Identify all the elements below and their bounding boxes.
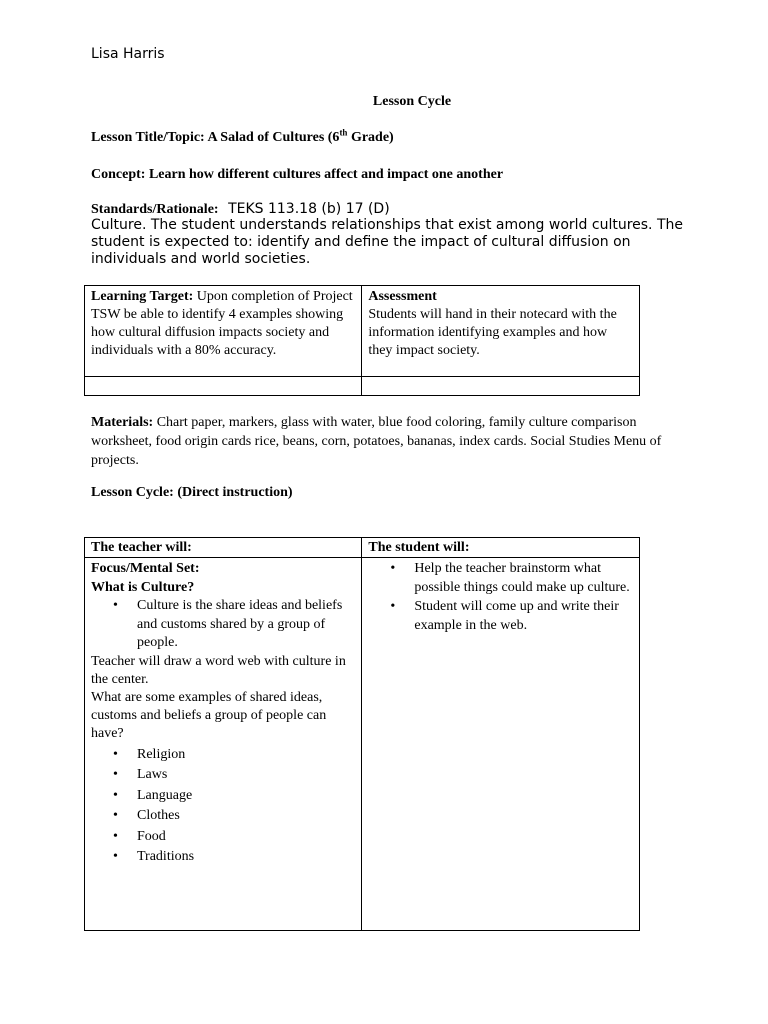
author-name: Lisa Harris bbox=[91, 46, 165, 62]
learning-target-cell bbox=[85, 286, 362, 377]
standards-body: Culture. The student understands relationships that exist among world cultures. The student is expected to: identify and define the impact of cultural diffusion on individuals and world societies. bbox=[91, 217, 683, 267]
student-item: • Help the teacher brainstorm what possible things could make up culture. bbox=[414, 560, 633, 597]
standards-line bbox=[91, 201, 390, 218]
learning-target-text: Upon completion of Project TSW be able to identify 4 examples showing how cultural diffusion impacts society and individuals with a 80% accuracy. bbox=[91, 289, 353, 358]
empty-cell bbox=[85, 377, 362, 396]
example-item: • Food bbox=[137, 827, 355, 848]
example-item: • Clothes bbox=[137, 806, 355, 827]
definition-item: • Culture is the share ideas and beliefs and customs shared by a group of people. bbox=[137, 597, 355, 653]
topic-label: Lesson Title/Topic: bbox=[91, 130, 205, 145]
topic-suffix: Grade) bbox=[347, 130, 394, 145]
focus-label: Focus/Mental Set: bbox=[91, 561, 200, 576]
materials-text: Chart paper, markers, glass with water, blue food coloring, family culture comparison worksheet, food origin cards rice, beans, corn, potatoes, bananas, index cards. Social Studies Menu of projects. bbox=[91, 415, 662, 468]
lesson-cycle-table bbox=[84, 537, 640, 931]
standards-code: TEKS 113.18 (b) 17 (D) bbox=[228, 201, 390, 217]
concept-line bbox=[91, 167, 503, 183]
materials-paragraph bbox=[91, 413, 691, 470]
assessment-text: Students will hand in their notecard with the information identifying examples and how they impact society. bbox=[368, 307, 617, 358]
student-cell bbox=[362, 558, 640, 931]
assessment-cell bbox=[362, 286, 640, 377]
example-item: • Religion bbox=[137, 745, 355, 766]
topic-value: A Salad of Cultures (6 bbox=[207, 130, 340, 145]
student-list bbox=[368, 560, 633, 635]
lesson-cycle-heading: Lesson Cycle: (Direct instruction) bbox=[91, 485, 293, 500]
learning-target-label: Learning Target: bbox=[91, 289, 194, 304]
topic-superscript: th bbox=[339, 127, 348, 138]
example-item: • Language bbox=[137, 786, 355, 807]
materials-label: Materials: bbox=[91, 415, 154, 430]
concept-value: Learn how different cultures affect and impact one another bbox=[148, 167, 504, 182]
teacher-cell bbox=[85, 558, 362, 931]
definition-list bbox=[91, 597, 355, 653]
examples-list bbox=[91, 745, 355, 868]
culture-question: What is Culture? bbox=[91, 580, 195, 595]
learning-target-table bbox=[84, 285, 640, 396]
topic-line bbox=[91, 127, 394, 146]
examples-question: What are some examples of shared ideas, customs and beliefs a group of people can have? bbox=[91, 689, 327, 741]
concept-label: Concept: bbox=[91, 167, 146, 182]
teacher-header: The teacher will: bbox=[85, 538, 362, 558]
empty-cell bbox=[362, 377, 640, 396]
document-title: Lesson Cycle bbox=[372, 94, 452, 109]
standards-label: Standards/Rationale: bbox=[91, 202, 219, 217]
assessment-label: Assessment bbox=[368, 289, 437, 304]
example-item: • Laws bbox=[137, 765, 355, 786]
example-item: • Traditions bbox=[137, 847, 355, 868]
student-item: • Student will come up and write their example in the web. bbox=[414, 598, 633, 635]
web-instruction: Teacher will draw a word web with culture in the center. bbox=[91, 653, 346, 687]
student-header: The student will: bbox=[362, 538, 640, 558]
